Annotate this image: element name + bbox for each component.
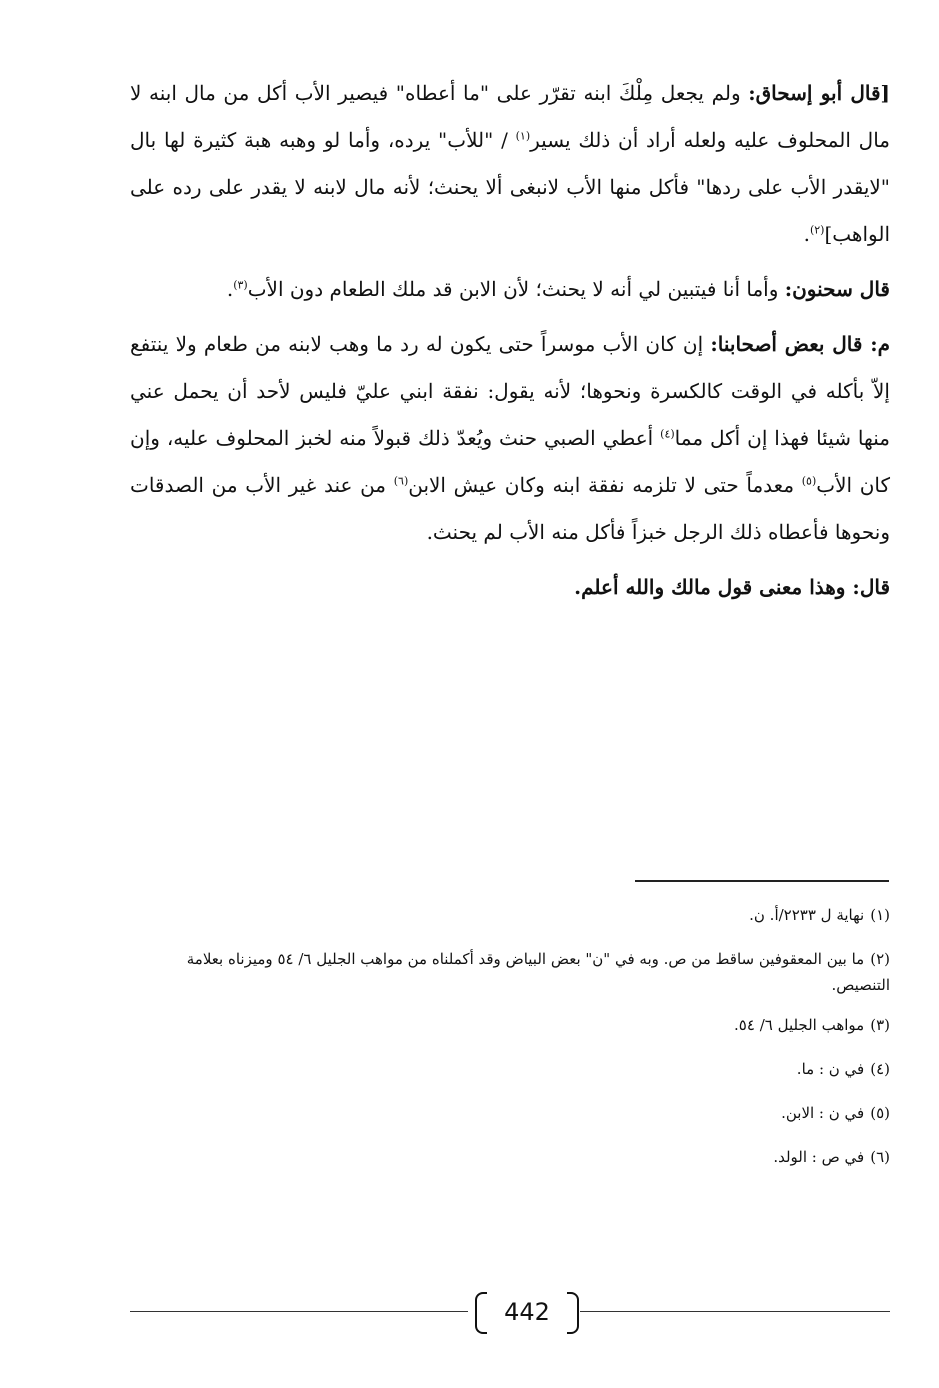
footnote-separator bbox=[635, 880, 889, 882]
footnote-item bbox=[130, 946, 890, 998]
paragraph-lead: قال سحنون: bbox=[784, 277, 890, 301]
footnote-text: في ص : الولد. bbox=[773, 1148, 865, 1166]
footnote-ref: (٦) bbox=[393, 474, 409, 488]
paragraph-lead: قال: وهذا معنى قول مالك والله أعلم. bbox=[574, 575, 890, 599]
footnote-text: في ن : ما. bbox=[796, 1060, 865, 1078]
footer-rule-left bbox=[130, 1311, 468, 1312]
footnote-item bbox=[130, 1100, 890, 1126]
paragraph-abu-ishaq bbox=[130, 70, 890, 258]
paragraph-end: . bbox=[803, 222, 810, 246]
main-text bbox=[130, 70, 890, 619]
footnote-number: (٣) bbox=[870, 1016, 890, 1034]
footnote-ref: (٤) bbox=[660, 427, 675, 441]
paragraph-sahnun bbox=[130, 266, 890, 313]
footnote-item bbox=[130, 902, 890, 928]
footnote-item bbox=[130, 1144, 890, 1170]
footnotes bbox=[130, 902, 890, 1188]
paragraph-text: أعطي الصبي حنث ويُعدّ ذلك قبولاً منه لخبز المحلوف عليه، وإن كان الأب bbox=[130, 426, 891, 497]
footnote-text: مواهب الجليل ٦/ ٥٤. bbox=[734, 1016, 865, 1034]
footnote-number: (٦) bbox=[870, 1148, 890, 1166]
footnote-item bbox=[130, 1012, 890, 1038]
paragraph-conclusion bbox=[130, 564, 890, 611]
paragraph-end: . bbox=[226, 277, 234, 301]
footnote-ref: (١) bbox=[515, 129, 531, 143]
right-bracket-icon bbox=[567, 1292, 579, 1334]
footnote-number: (٥) bbox=[870, 1104, 890, 1122]
paragraph-some-companions bbox=[130, 321, 890, 556]
footnote-number: (١) bbox=[870, 906, 890, 924]
footnote-text: نهاية ل ٢٢٣٣/أ. ن. bbox=[749, 906, 865, 924]
footnote-item bbox=[130, 1056, 890, 1082]
footnote-ref: (٢) bbox=[809, 223, 825, 237]
footnote-ref: (٥) bbox=[801, 474, 817, 488]
footnote-text: في ن : الابن. bbox=[781, 1104, 865, 1122]
left-bracket-icon bbox=[475, 1292, 487, 1334]
footnote-number: (٢) bbox=[870, 950, 890, 968]
paragraph-text: ولم يجعل مِلْكَ ابنه تقرّر على "ما أعطاه" فيصير الأب أكل من مال ابنه لا مال المحلوف عليه ولعله أراد أن ذلك يسير bbox=[130, 81, 891, 152]
paragraph-text: / "للأب" يرده، وأما لو وهبه هبة كثيرة لها بال "لايقدر الأب على ردها" فأكل منها الأب لانبغى ألا يحنث؛ لأنه مال لابنه لا يقدر على رده على الواهب] bbox=[130, 128, 890, 246]
paragraph-text: من عند غير الأب من الصدقات ونحوها فأعطاه ذلك الرجل خبزاً فأكل منه الأب لم يحنث. bbox=[130, 473, 890, 544]
paragraph-text: وأما أنا فيتبين لي أنه لا يحنث؛ لأن الابن قد ملك الطعام دون الأب bbox=[247, 277, 779, 301]
page-number-frame bbox=[475, 1290, 579, 1334]
footer-rule-right bbox=[580, 1311, 890, 1312]
footnote-ref: (٣) bbox=[233, 278, 248, 292]
page-number: 442 bbox=[504, 1298, 550, 1326]
paragraph-lead: م: قال بعض أصحابنا: bbox=[710, 332, 891, 356]
paragraph-text: معدماً حتى لا تلزمه نفقة ابنه وكان عيش الابن bbox=[408, 473, 795, 497]
paragraph-lead: [قال أبو إسحاق: bbox=[748, 81, 890, 105]
page-footer bbox=[130, 1290, 890, 1334]
footnote-number: (٤) bbox=[870, 1060, 890, 1078]
paragraph-text: إن كان الأب موسراً حتى يكون له رد ما وهب لابنه من طعام ولا ينتفع إلاّ بأكله في الوقت كالكسرة ونحوها؛ لأنه يقول: نفقة ابني عليّ فليس لأحد أن يحمل عني منها شيئا فهذا إن أكل مما bbox=[130, 332, 890, 450]
footnote-text: ما بين المعقوفين ساقط من ص. وبه في "ن" بعض البياض وقد أكملناه من مواهب الجليل ٦/ ٥٤ وميزناه بعلامة التنصيص. bbox=[186, 950, 890, 994]
